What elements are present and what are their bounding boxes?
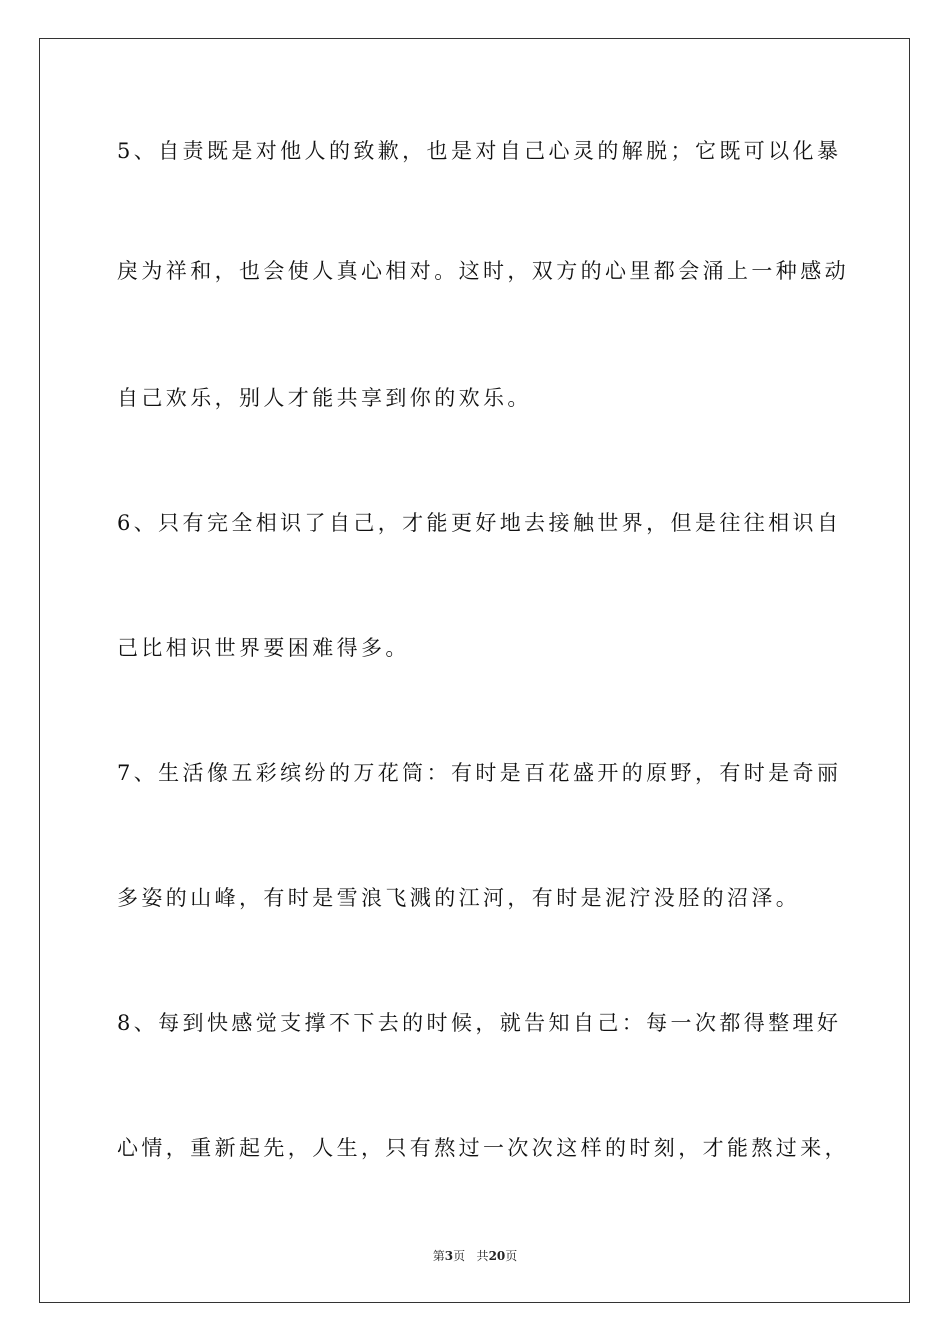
page-footer [0,1248,950,1264]
page-border [39,38,910,1303]
text-line-1: 5、自责既是对他人的致歉，也是对自己心灵的解脱；它既可以化暴 [117,139,842,163]
text-line-8: 8、每到快感觉支撑不下去的时候，就告知自己：每一次都得整理好 [117,1011,842,1035]
text-line-9: 心情，重新起先，人生，只有熬过一次次这样的时刻，才能熬过来， [117,1136,849,1160]
total-pages: 20 [488,1249,506,1263]
page-suffix: 页 [453,1249,466,1263]
page-number: 3 [444,1249,454,1263]
text-line-3: 自己欢乐，别人才能共享到你的欢乐。 [117,386,532,410]
total-suffix: 页 [505,1249,518,1263]
text-line-6: 7、生活像五彩缤纷的万花筒：有时是百花盛开的原野，有时是奇丽 [117,761,842,785]
total-prefix: 共 [476,1249,489,1263]
page-prefix: 第 [432,1249,445,1263]
text-line-2: 戾为祥和，也会使人真心相对。这时，双方的心里都会涌上一种感动 [117,259,849,283]
text-line-7: 多姿的山峰，有时是雪浪飞溅的江河，有时是泥泞没胫的沼泽。 [117,886,801,910]
text-line-4: 6、只有完全相识了自己，才能更好地去接触世界，但是往往相识自 [117,511,842,535]
text-line-5: 己比相识世界要困难得多。 [117,636,410,660]
